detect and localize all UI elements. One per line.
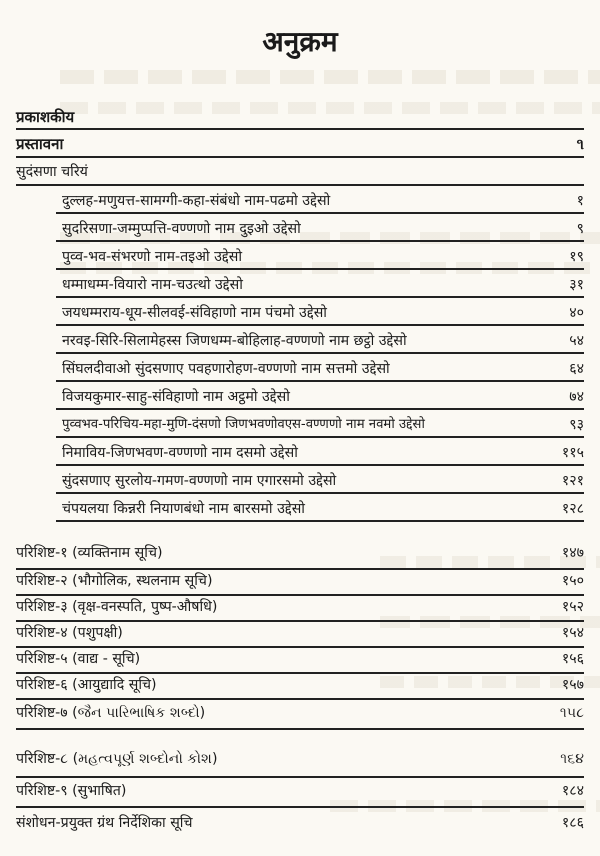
toc-row-label: प्रस्तावना: [16, 135, 64, 153]
toc-row-label: चंपयलया किन्नरी नियाणबंधो नाम बारसमो उद्देसो: [62, 501, 305, 517]
toc-row: [0, 131, 600, 157]
toc-row-label: दुल्लह-मणुयत्त-सामग्गी-कहा-संबंधो नाम-पढमो उद्देसो: [62, 193, 331, 209]
toc-row-page: ૧: [576, 135, 584, 153]
toc-row-label: पुव्वभव-परिचिय-महा-मुणि-दंसणो जिणभवणोवएस-वण्णणो नाम नवमो उद्देसो: [62, 417, 425, 432]
toc-row-label: परिशिष्ट-७ (જૈન પારિભાષિક શબ્દો): [16, 705, 206, 721]
toc-row-page: ૧૫૮: [559, 705, 584, 721]
toc-row: [0, 778, 600, 804]
toc-row-label: निमाविय-जिणभवण-वण्णणो नाम दसमो उद्देसो: [62, 445, 298, 461]
toc-row: [0, 496, 600, 522]
toc-row: [0, 104, 600, 130]
toc-row-page: १: [576, 193, 584, 209]
toc-row: [0, 300, 600, 326]
toc-row: [0, 272, 600, 298]
toc-row: [0, 700, 600, 726]
toc-row: [0, 646, 600, 672]
toc-row-page: १५०: [561, 573, 584, 589]
toc-row-page: १९: [569, 249, 584, 265]
toc-row-page: १५४: [561, 625, 584, 641]
page-title: अनुक्रम: [262, 25, 338, 58]
toc-row-page: ૧૬૪: [560, 751, 584, 767]
toc-row-label: सुदरिसणा-जम्मुप्पत्ति-वण्णणो नाम दुइओ उद्देसो: [62, 221, 301, 237]
toc-row-label: परिशिष्ट-૮ (મહત્વપૂર્ણ શબ્દોનો કોશ): [16, 751, 218, 767]
toc-row-label: प्रकाशकीय: [16, 108, 75, 126]
toc-row: [0, 746, 600, 772]
toc-row-label: परिशिष्ट-१ (व्यक्तिनाम सूचि): [16, 545, 163, 561]
toc-row: [0, 188, 600, 214]
section-divider: [16, 728, 584, 730]
toc-row-label: परिशिष्ट-४ (पशुपक्षी): [16, 625, 123, 641]
section-divider: [16, 806, 584, 808]
toc-row-page: १५२: [561, 599, 584, 615]
toc-row: [0, 620, 600, 646]
toc-row-page: ६४: [569, 361, 584, 377]
toc-row-label: सुंदसणाए सुरलोय-गमण-वण्णणो नाम एगारसमो उद्देसो: [62, 473, 337, 489]
toc-row-page: १५७: [561, 677, 584, 693]
toc-row-label: धम्माधम्म-वियारो नाम-चउत्थो उद्देसो: [62, 277, 243, 293]
toc-row-label: परिशिष्ट-५ (वाद्य - सूचि): [16, 651, 141, 667]
toc-row-label: परिशिष्ट-२ (भौगोलिक, स्थलनाम सूचि): [16, 573, 213, 589]
toc-row: [0, 810, 600, 836]
toc-row-page: १२८: [561, 501, 584, 517]
toc-row-label: सिंघलदीवाओ सुंदसणाए पवहणारोहण-वण्णणो नाम सत्तमो उद्देसो: [62, 361, 390, 377]
toc-row-page: १५६: [561, 651, 584, 667]
toc-row-page: ९३: [569, 417, 584, 433]
toc-row-page: १४७: [561, 545, 584, 561]
toc-row: [0, 672, 600, 698]
toc-row-label: जयधम्मराय-धूय-सीलवई-संविहाणो नाम पंचमो उद्देसो: [62, 305, 327, 321]
toc-row-label: संशोधन-प्रयुक्त ग्रंथ निर्देशिका सूचि: [16, 815, 193, 831]
toc-row-label: परिशिष्ट-९ (सुभाषित): [16, 783, 127, 799]
toc-row-page: १८४: [561, 783, 584, 799]
toc-row-label: नरवइ-सिरि-सिलामेहस्स जिणधम्म-बोहिलाह-वण्णणो नाम छट्ठो उद्देसो: [62, 333, 407, 349]
toc-row: [0, 540, 600, 566]
toc-row: [0, 384, 600, 410]
toc-row: [0, 594, 600, 620]
toc-row-page: ४०: [569, 305, 584, 321]
toc-row: [0, 216, 600, 242]
toc-row-label: सुदंसणा चरियं: [16, 164, 88, 180]
toc-row: [0, 356, 600, 382]
toc-row: [0, 468, 600, 494]
toc-row: [0, 440, 600, 466]
toc-row-label: पुव्व-भव-संभरणो नाम-तइओ उद्देसो: [62, 249, 243, 265]
toc-row: [0, 568, 600, 594]
toc-row: [0, 244, 600, 270]
toc-row-label: विजयकुमार-साहु-संविहाणो नाम अट्ठमो उद्देसो: [62, 389, 290, 405]
toc-row-page: ९: [576, 221, 584, 237]
toc-row-page: ५४: [569, 333, 584, 349]
toc-row-page: १२१: [561, 473, 584, 489]
toc-row: [0, 328, 600, 354]
toc-row: [0, 412, 600, 438]
toc-row-page: ११५: [561, 445, 584, 461]
toc-row: [0, 159, 600, 185]
toc-row-page: ३१: [569, 277, 584, 293]
toc-row-page: १८६: [561, 815, 584, 831]
toc-row-label: परिशिष्ट-६ (आयुद्यादि सूचि): [16, 677, 157, 693]
toc-row-page: ७४: [569, 389, 584, 405]
toc-row-label: परिशिष्ट-३ (वृक्ष-वनस्पति, पुष्प-औषधि): [16, 599, 218, 615]
